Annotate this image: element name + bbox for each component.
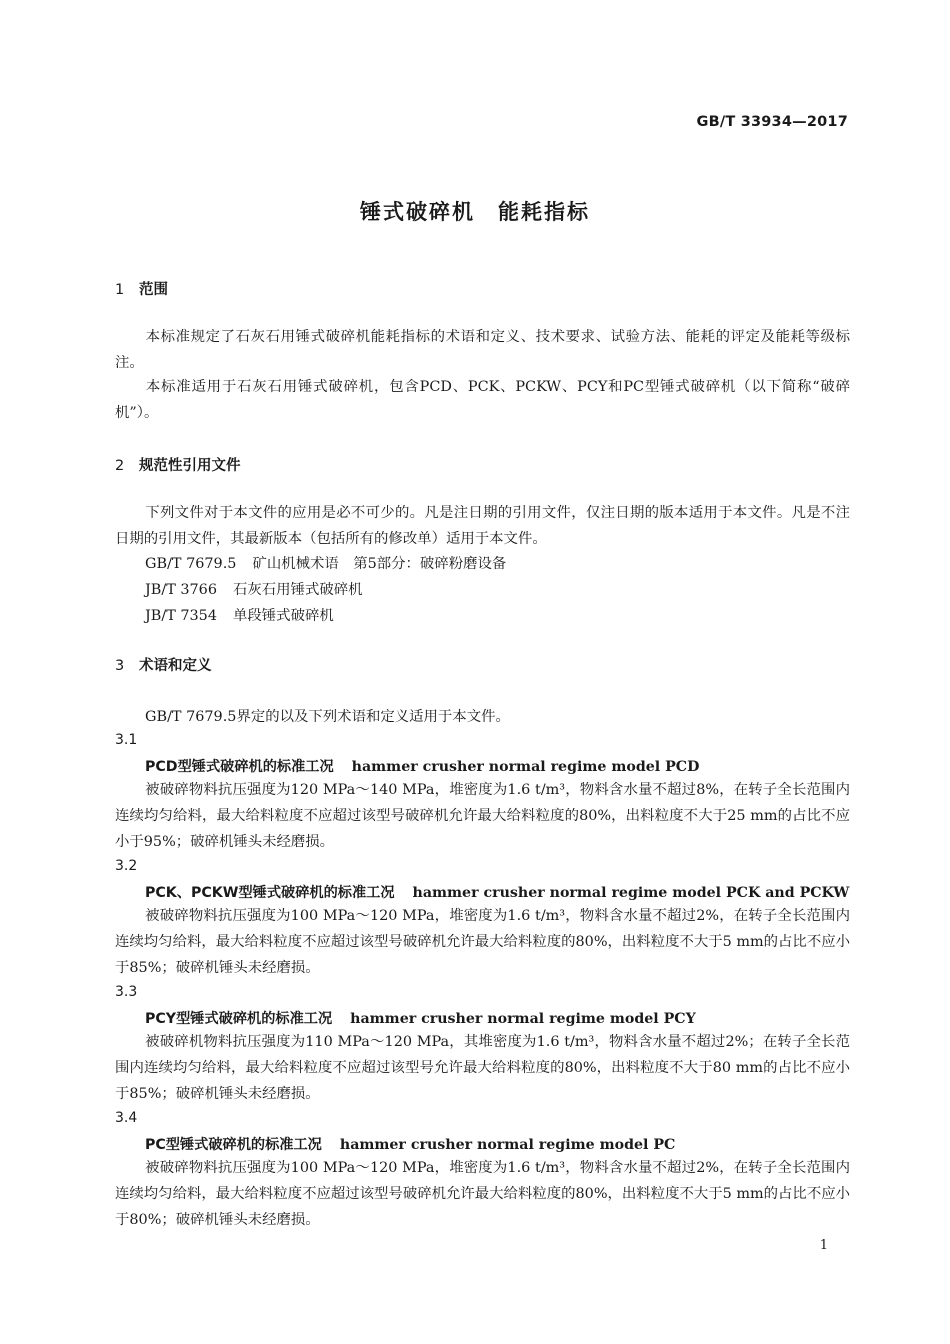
reference-item <box>145 604 334 625</box>
definition-text: 被破碎物料抗压强度为100 MPa～120 MPa，堆密度为1.6 t/m³，物料含水量不超过2%，在转子全长范围内连续均匀给料，最大给料粒度不应超过该型号破碎机允许最大给料粒度的80%，出料粒度不大于5 mm的占比不应小于80%；破碎机锤头未经磨损。 <box>115 1160 850 1228</box>
definition-text: 被破碎物料抗压强度为100 MPa～120 MPa，堆密度为1.6 t/m³，物料含水量不超过2%，在转子全长范围内连续均匀给料，最大给料粒度不应超过该型号破碎机允许最大给料粒度的80%，出料粒度不大于5 mm的占比不应小于85%；破碎机锤头未经磨损。 <box>115 908 850 976</box>
term-definition <box>115 1155 850 1233</box>
reference-item <box>145 578 363 599</box>
term-chinese: PC型锤式破碎机的标准工况 <box>145 1137 322 1153</box>
section-title: 术语和定义 <box>139 658 212 674</box>
section-2-heading <box>115 454 241 475</box>
term-english: hammer crusher normal regime model PC <box>339 1137 676 1153</box>
term-chinese: PCK、PCKW型锤式破碎机的标准工况 <box>145 885 395 901</box>
paragraph-text: 下列文件对于本文件的应用是必不可少的。凡是注日期的引用文件，仅注日期的版本适用于本文件。凡是不注日期的引用文件，其最新版本（包括所有的修改单）适用于本文件。 <box>115 505 850 547</box>
term-english: hammer crusher normal regime model PCK and PCKW <box>412 885 850 901</box>
paragraph <box>115 500 850 552</box>
term-number: 3.2 <box>115 858 138 874</box>
document-title: 锤式破碎机 能耗指标 <box>360 200 590 224</box>
term-heading <box>145 756 699 776</box>
section-title: 规范性引用文件 <box>139 458 241 474</box>
reference-code: GB/T 7679.5 <box>145 556 237 572</box>
section-intro: GB/T 7679.5界定的以及下列术语和定义适用于本文件。 <box>145 709 510 725</box>
term-definition <box>115 777 850 855</box>
definition-text: 被破碎物料抗压强度为120 MPa～140 MPa，堆密度为1.6 t/m³，物料含水量不超过8%，在转子全长范围内连续均匀给料，最大给料粒度不应超过该型号破碎机允许最大给料粒度的80%，出料粒度不大于25 mm的占比不应小于95%；破碎机锤头未经磨损。 <box>115 782 850 850</box>
term-definition <box>115 903 850 981</box>
section-number: 1 <box>115 282 125 298</box>
term-heading <box>145 1134 675 1154</box>
paragraph <box>115 324 850 376</box>
reference-title: 矿山机械术语 第5部分：破碎粉磨设备 <box>252 556 507 572</box>
term-heading <box>145 1008 696 1028</box>
definition-text: 被破碎机物料抗压强度为110 MPa～120 MPa，其堆密度为1.6 t/m³，物料含水量不超过2%；在转子全长范围内连续均匀给料，最大给料粒度不应超过该型号允许最大给料粒度的80%，出料粒度不大于80 mm的占比不应小于85%；破碎机锤头未经磨损。 <box>115 1034 850 1102</box>
term-english: hammer crusher normal regime model PCD <box>351 759 700 775</box>
term-chinese: PCY型锤式破碎机的标准工况 <box>145 1011 333 1027</box>
reference-code: JB/T 7354 <box>145 608 217 624</box>
term-english: hammer crusher normal regime model PCY <box>350 1011 696 1027</box>
reference-code: JB/T 3766 <box>145 582 217 598</box>
term-number: 3.1 <box>115 732 138 748</box>
term-number: 3.3 <box>115 984 138 1000</box>
section-number: 3 <box>115 658 125 674</box>
term-number: 3.4 <box>115 1110 138 1126</box>
term-heading <box>145 882 849 902</box>
section-1-heading <box>115 278 168 299</box>
reference-title: 单段锤式破碎机 <box>233 608 334 624</box>
paragraph <box>115 374 850 426</box>
reference-title: 石灰石用锤式破碎机 <box>233 582 363 598</box>
reference-item <box>145 552 506 573</box>
page-number: 1 <box>819 1238 828 1253</box>
paragraph-text: 本标准适用于石灰石用锤式破碎机，包含PCD、PCK、PCKW、PCY和PC型锤式破碎机（以下简称“破碎机”）。 <box>115 379 850 421</box>
section-number: 2 <box>115 458 125 474</box>
term-definition <box>115 1029 850 1107</box>
standard-code: GB/T 33934—2017 <box>696 114 848 130</box>
term-chinese: PCD型锤式破碎机的标准工况 <box>145 759 334 775</box>
section-3-heading <box>115 654 212 675</box>
paragraph-text: 本标准规定了石灰石用锤式破碎机能耗指标的术语和定义、技术要求、试验方法、能耗的评定及能耗等级标注。 <box>115 329 850 371</box>
section-title: 范围 <box>139 282 168 298</box>
